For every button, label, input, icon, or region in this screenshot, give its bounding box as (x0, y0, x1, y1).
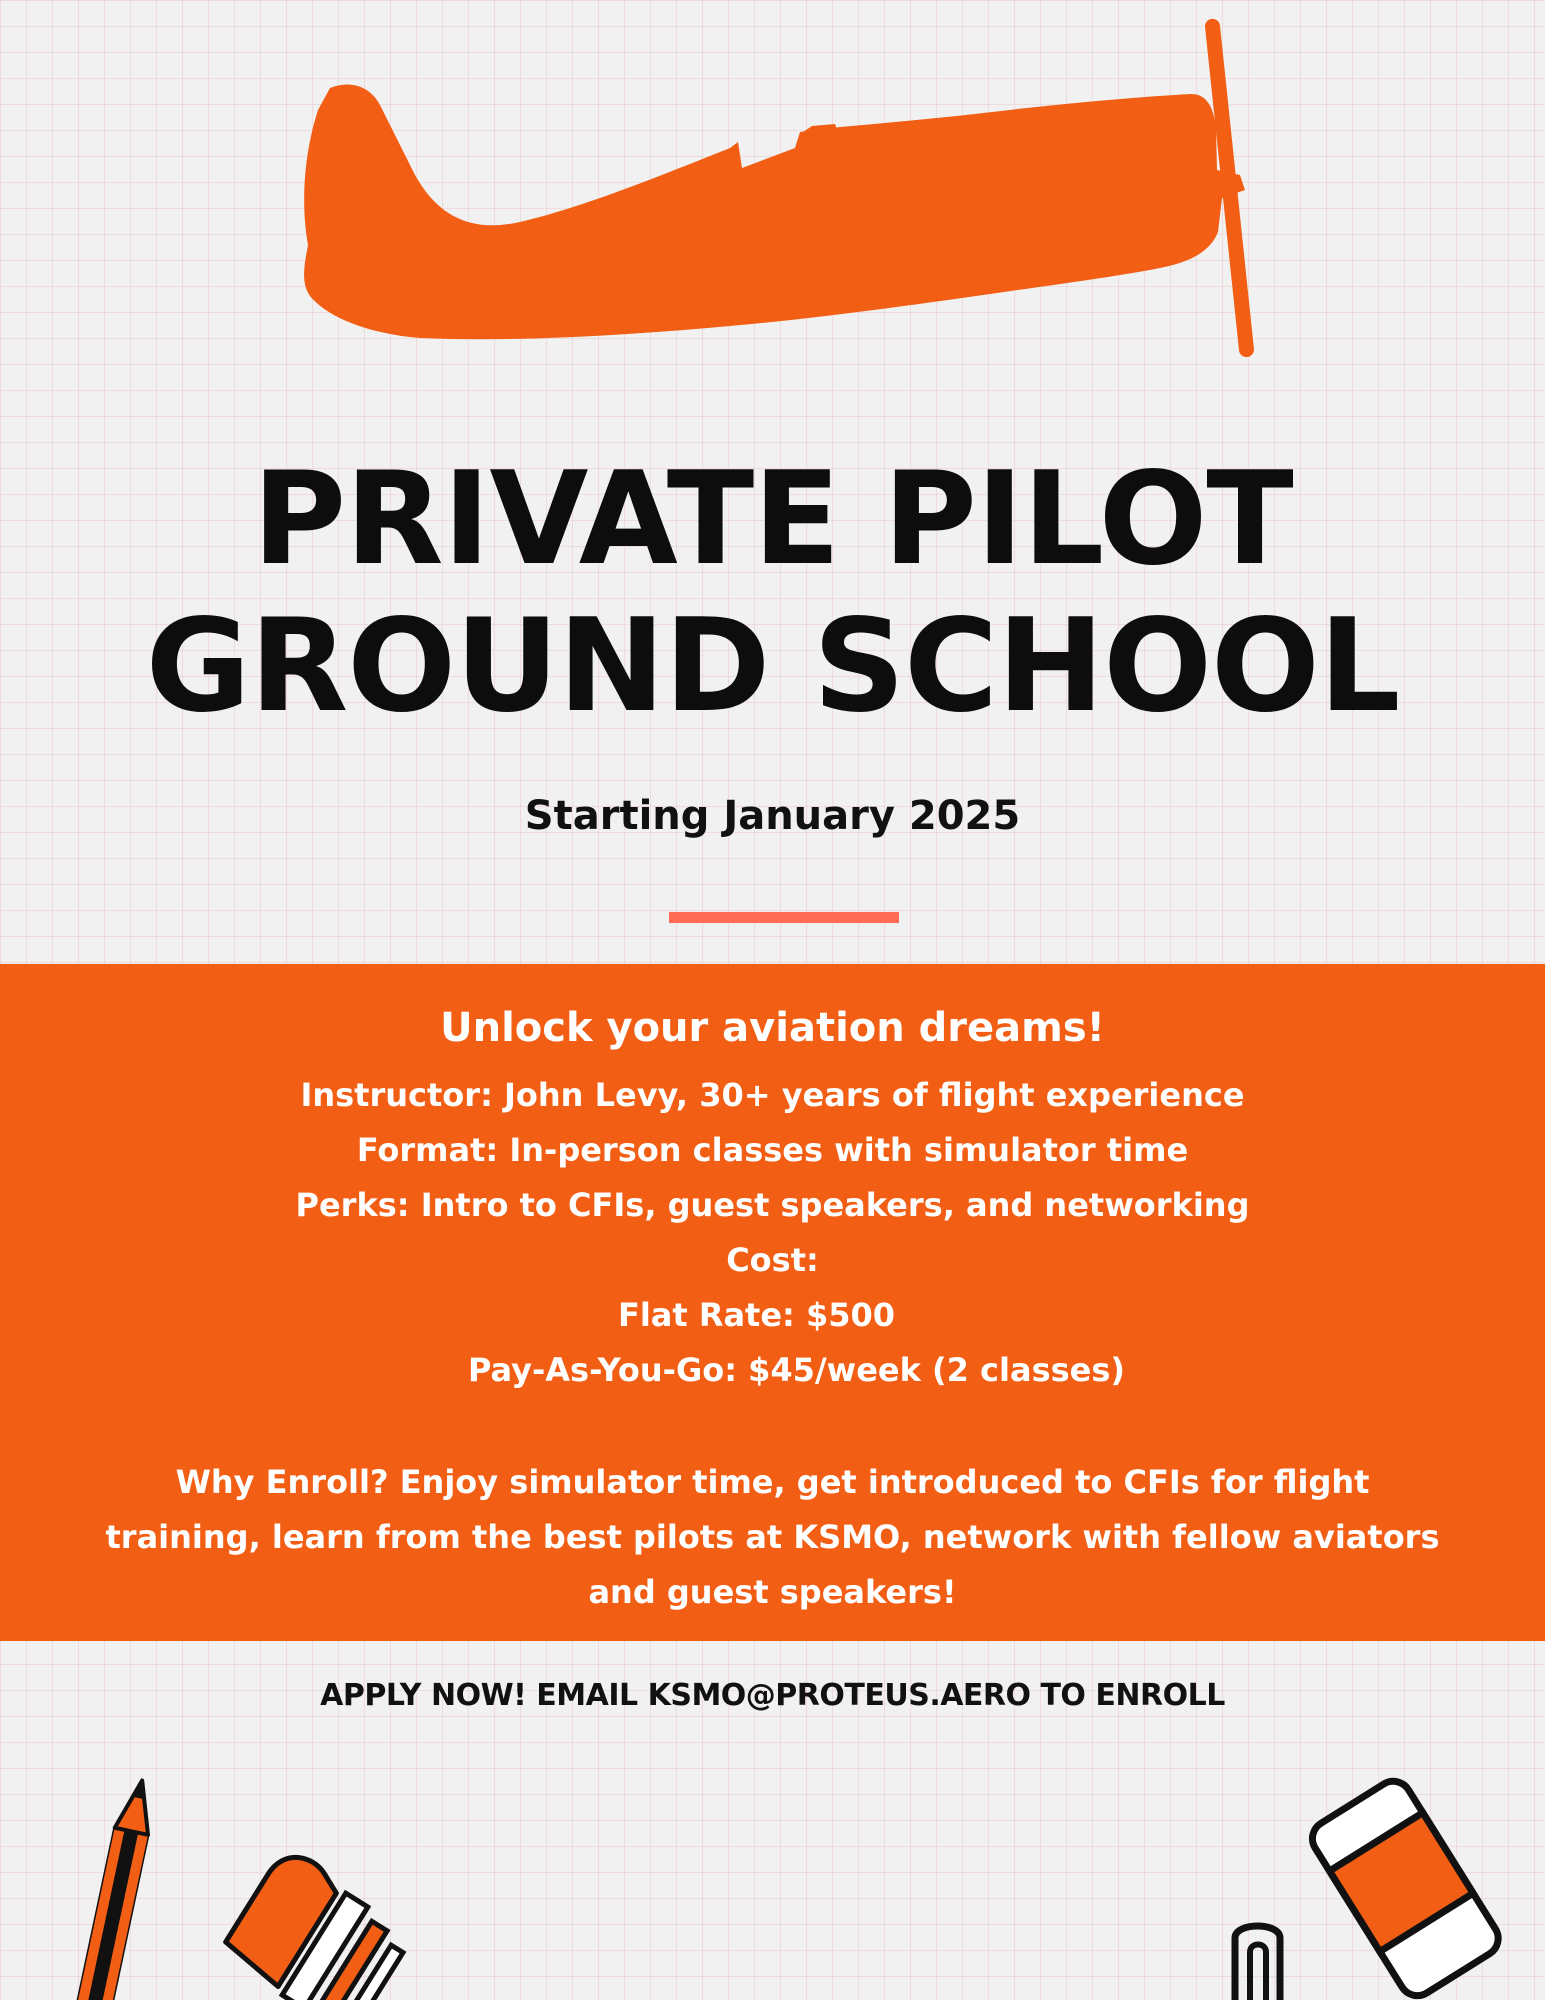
stationery-left (40, 1770, 480, 2000)
divider-line (669, 912, 899, 923)
paperclip-outer (1235, 1926, 1280, 2000)
paperclip-inner (1250, 1945, 1266, 2000)
airplane-silhouette-icon (290, 15, 1280, 360)
divider-bar (669, 912, 899, 923)
pay-as-you-go-line: Pay-As-You-Go: $45/week (2 classes) (467, 1351, 1126, 1389)
eraser-icon (1306, 1775, 1505, 2000)
cost-label: Cost: (726, 1241, 819, 1279)
title-line-2: GROUND SCHOOL (145, 592, 1400, 741)
title-line-1: PRIVATE PILOT (252, 445, 1293, 594)
info-heading: Unlock your aviation dreams! (440, 1005, 1105, 1051)
start-date-subtitle: Starting January 2025 (524, 793, 1021, 839)
stapler-icon (218, 1846, 419, 2000)
instructor-line: Instructor: John Levy, 30+ years of flight experience (300, 1076, 1245, 1114)
paperclip-icon (1235, 1926, 1280, 2000)
airplane-body (304, 85, 1245, 340)
apply-now-cta: APPLY NOW! EMAIL KSMO@PROTEUS.AERO TO ENROLL (320, 1678, 1225, 1713)
pencil-tip (115, 1777, 159, 1835)
pencil-icon (67, 1777, 159, 2000)
format-line: Format: In-person classes with simulator time (356, 1131, 1189, 1169)
why-enroll-paragraph: Why Enroll? Enjoy simulator time, get introduced to CFIs for flight training, learn from the best pilots at KSMO, network with fellow aviators and guest speakers! (105, 1463, 1440, 1611)
stationery-right (1205, 1770, 1545, 2000)
flat-rate-line: Flat Rate: $500 (617, 1296, 896, 1334)
perks-line: Perks: Intro to CFIs, guest speakers, and networking (295, 1186, 1250, 1224)
